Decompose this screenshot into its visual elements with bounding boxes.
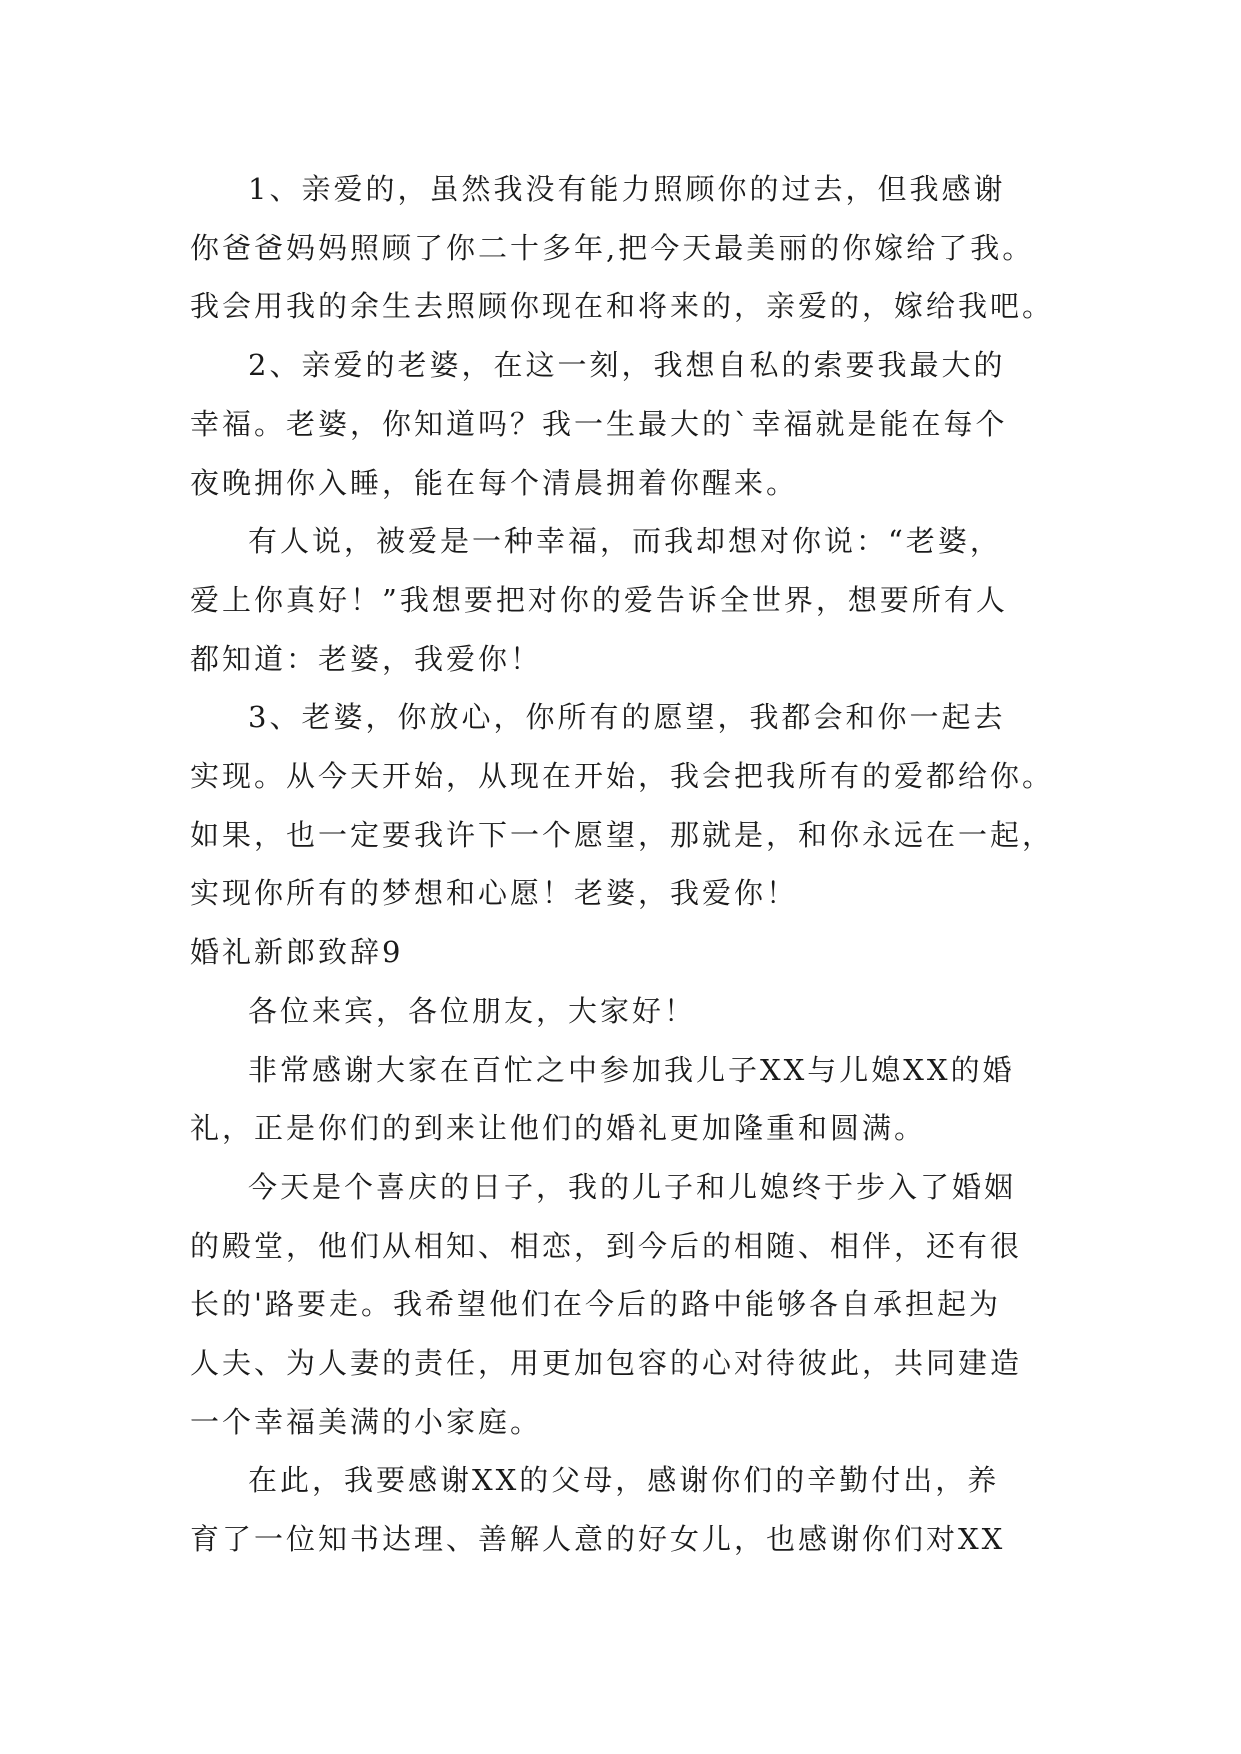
paragraph-1	[190, 160, 1060, 336]
document-body	[190, 160, 1060, 1569]
paragraph-3	[190, 512, 1060, 688]
text-line: 都知道：老婆，我爱你！	[190, 641, 543, 676]
text-line: 一个幸福美满的小家庭。	[190, 1404, 543, 1439]
text-line: 在此，我要感谢XX的父母，感谢你们的辛勤付出，养	[248, 1463, 1000, 1498]
paragraph-2	[190, 336, 1060, 512]
text-line: 有人说，被爱是一种幸福，而我却想对你说：“老婆，	[248, 524, 1002, 559]
section-heading: 婚礼新郎致辞9	[190, 935, 404, 970]
text-line: 人夫、为人妻的责任，用更加包容的心对待彼此，共同建造	[190, 1346, 1023, 1381]
text-line: 爱上你真好！”我想要把对你的爱告诉全世界，想要所有人	[190, 582, 1008, 617]
paragraph-5	[190, 982, 1060, 1041]
text-line: 的殿堂，他们从相知、相恋，到今后的相随、相伴，还有很	[190, 1228, 1023, 1263]
text-line: 实现你所有的梦想和心愿！老婆，我爱你！	[190, 876, 799, 911]
paragraph-6	[190, 1041, 1060, 1158]
text-line: 如果，也一定要我许下一个愿望，那就是，和你永远在一起，	[190, 817, 1055, 852]
text-line: 长的'路要走。我希望他们在今后的路中能够各自承担起为	[190, 1287, 1001, 1322]
text-line: 礼，正是你们的到来让他们的婚礼更加隆重和圆满。	[190, 1111, 927, 1146]
text-line: 各位来宾，各位朋友，大家好！	[248, 993, 697, 1028]
text-line: 2、亲爱的老婆，在这一刻，我想自私的索要我最大的	[248, 348, 1006, 383]
text-line: 今天是个喜庆的日子，我的儿子和儿媳终于步入了婚姻	[248, 1169, 1017, 1204]
text-line: 非常感谢大家在百忙之中参加我儿子XX与儿媳XX的婚	[248, 1052, 1015, 1087]
text-line: 1、亲爱的，虽然我没有能力照顾你的过去，但我感谢	[248, 172, 1006, 206]
text-line: 育了一位知书达理、善解人意的好女儿，也感谢你们对XX	[190, 1522, 1006, 1557]
text-line: 实现。从今天开始，从现在开始，我会把我所有的爱都给你。	[190, 759, 1055, 794]
text-line: 夜晚拥你入睡，能在每个清晨拥着你醒来。	[190, 465, 799, 500]
text-line: 3、老婆，你放心，你所有的愿望，我都会和你一起去	[248, 700, 1006, 735]
paragraph-7	[190, 1158, 1060, 1452]
text-line: 幸福。老婆，你知道吗？我一生最大的`幸福就是能在每个	[190, 406, 1008, 441]
paragraph-4	[190, 688, 1060, 923]
text-line: 你爸爸妈妈照顾了你二十多年,把今天最美丽的你嫁给了我。	[190, 230, 1035, 265]
paragraph-8	[190, 1451, 1060, 1568]
text-line: 我会用我的余生去照顾你现在和将来的，亲爱的，嫁给我吧。	[190, 289, 1055, 324]
